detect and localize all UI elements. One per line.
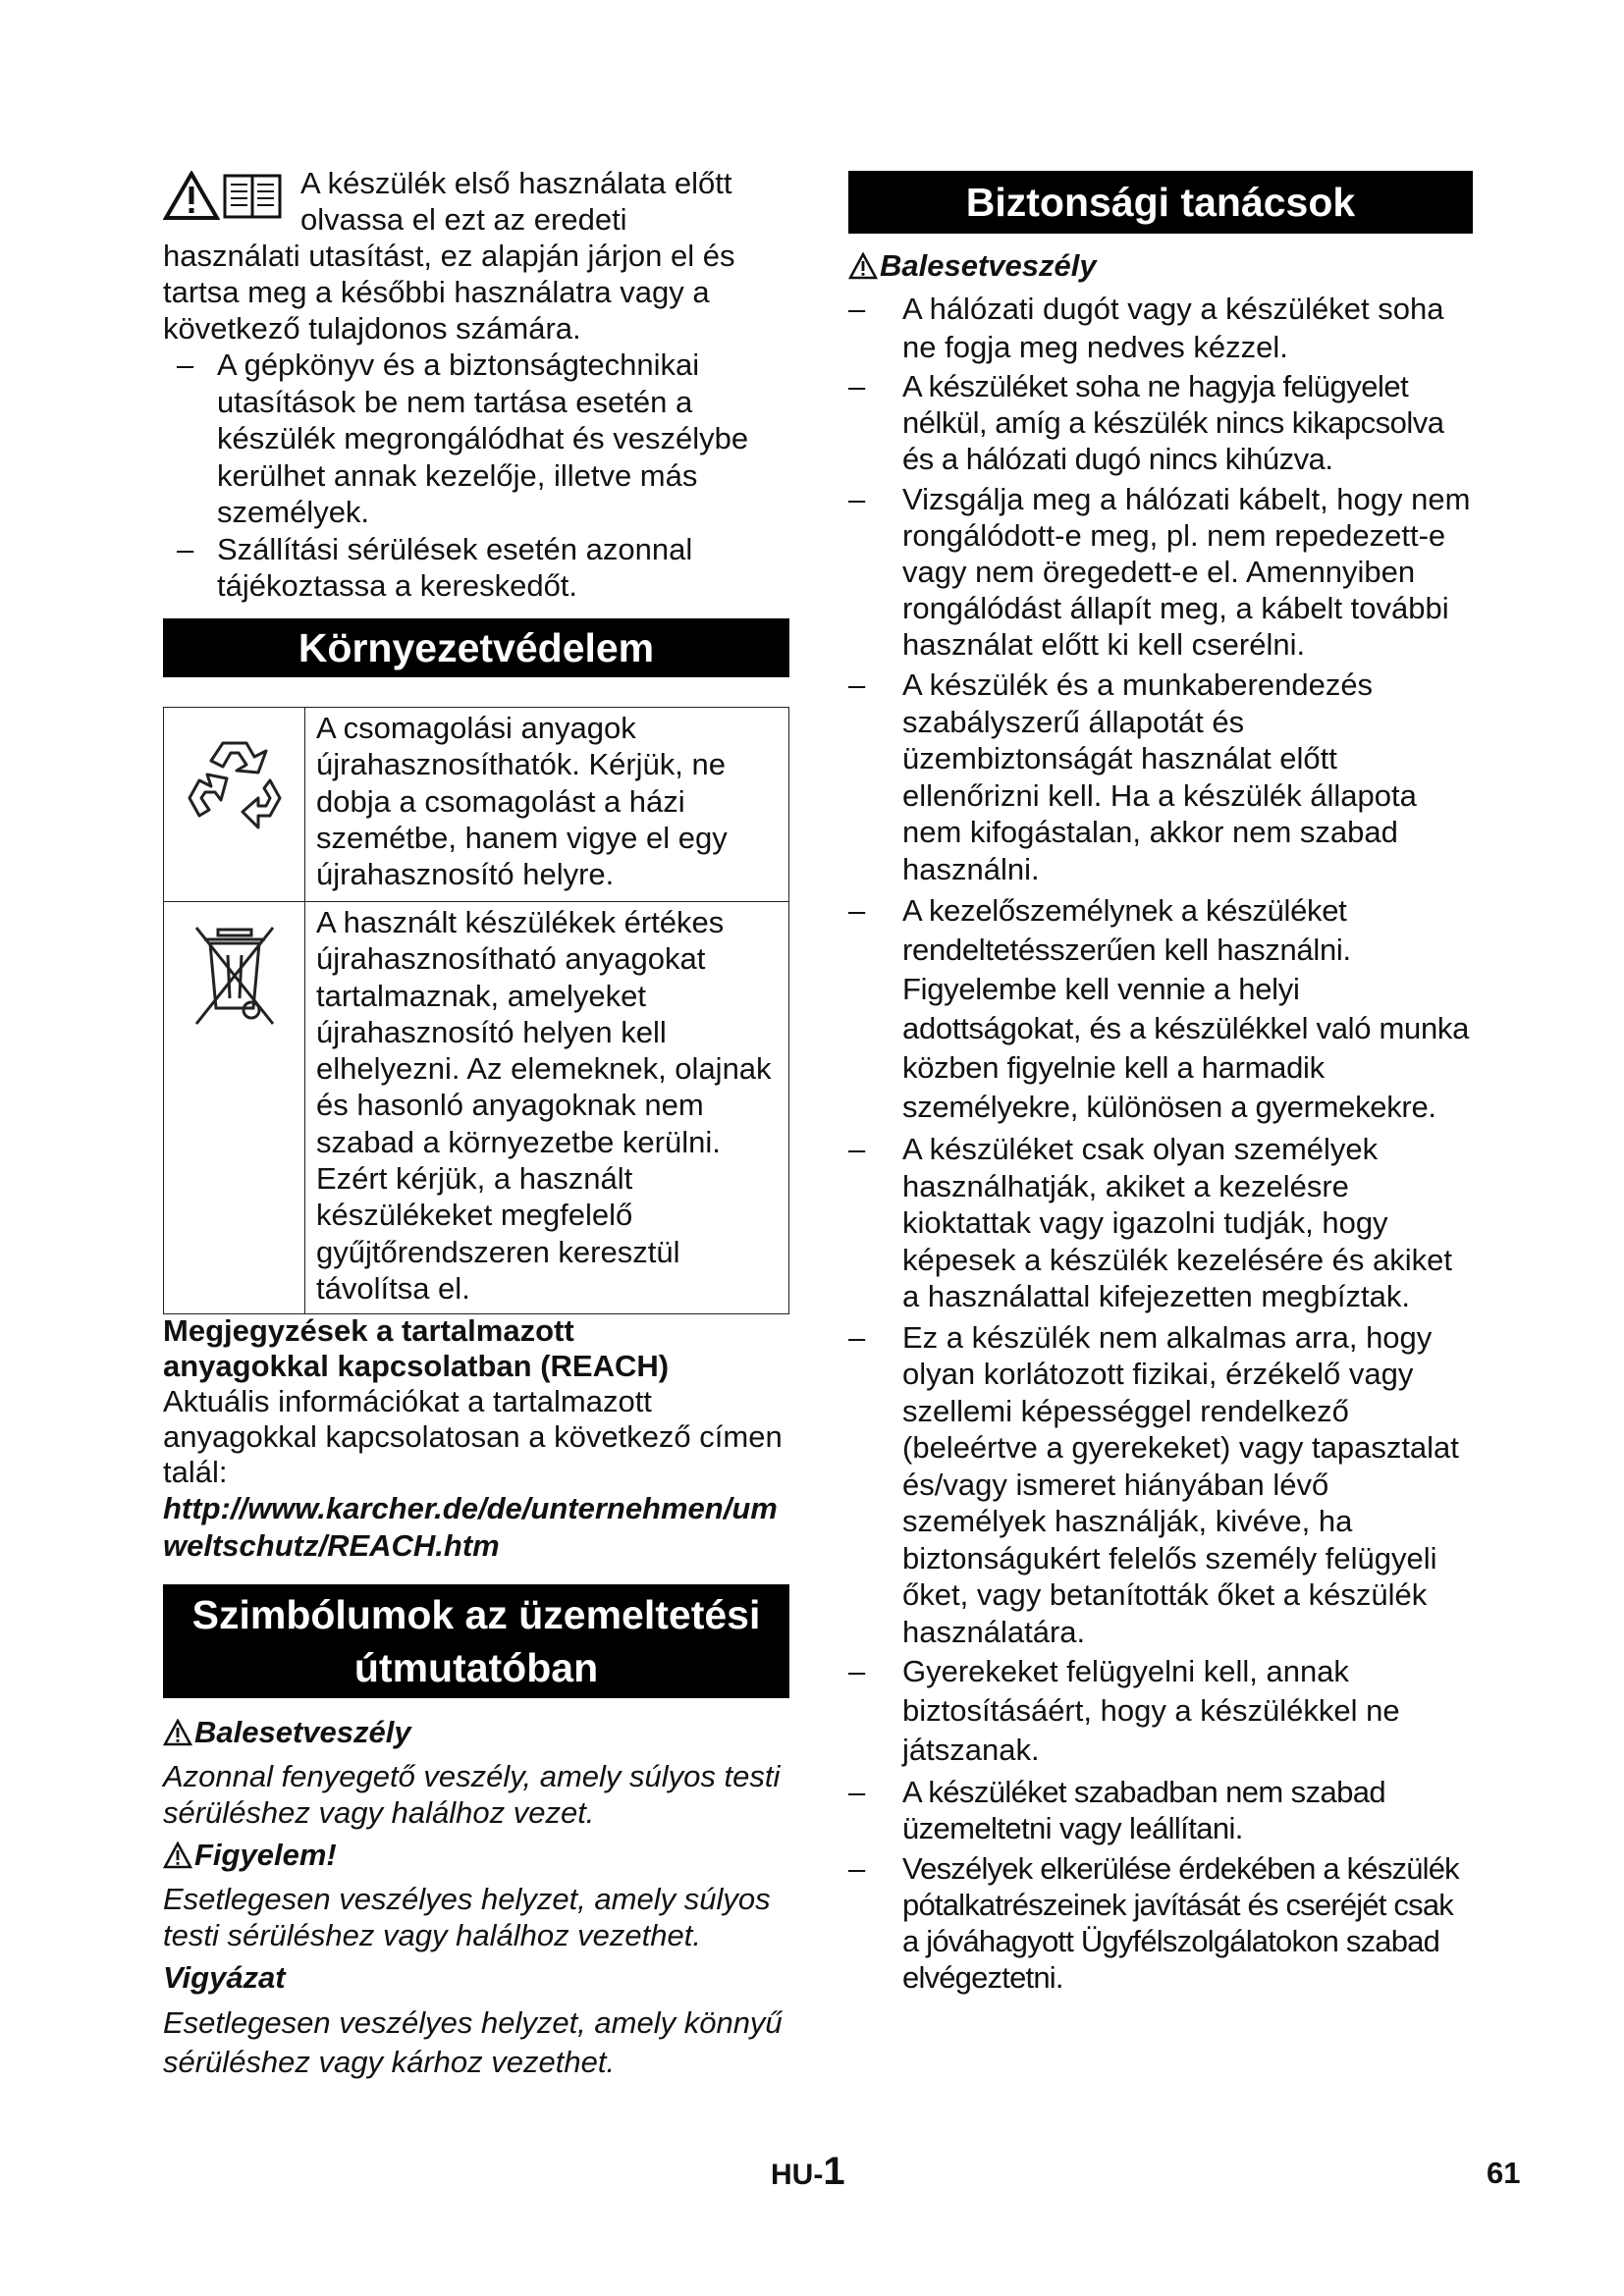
safety-bullet-text: Vizsgálja meg a hálózati kábelt, hogy nem rongálódott-e meg, pl. nem repedezett-e vagy nem öregedett-e el. Amennyiben rongálódást állapít meg, a kábelt további használat előtt ki kell cserélni. [902, 482, 1471, 662]
safety-bullet-text: A hálózati dugót vagy a készüléket soha ne fogja meg nedves kézzel. [902, 292, 1444, 364]
safety-bullet: – Gyerekeket felügyelni kell, annak biztosításáért, hogy a készülékkel ne játszanak. [848, 1654, 1400, 1767]
symbol-label-text: Vigyázat [163, 1960, 286, 1995]
intro-text: használati utasítást, ez alapján járjon el és tartsa meg a későbbi használatra vagy a következő tulajdonos számára. [163, 239, 735, 346]
env-heading: Környezetvédelem [163, 618, 789, 677]
crossed-bin-icon [190, 922, 279, 1030]
env-row-text: A csomagolási anyagok újrahasznosíthatók. Kérjük, ne dobja a csomagolást a házi szemétbe, hanem vigye el egy újrahasznosító helyre. [305, 708, 789, 902]
safety-bullet: – Ez a készülék nem alkalmas arra, hogy olyan korlátozott fizikai, érzékelő vagy szellemi képességgel rendelkező (beleértve a gyerekeket) vagy tapasztalat és/vagy ismeret hiányában lévő személyek használják, kivéve, ha biztonságukért felelős személy felügyeli őket, vagy betanították őket a készülék használatára. [848, 1319, 1459, 1649]
env-table [163, 707, 789, 1314]
intro-bullet: – A gépkönyv és a biztonságtechnikai utasítások be nem tartása esetén a készülék megrongálódhat és veszélybe kerülhet annak kezelője, illetve más személyek. [177, 347, 749, 529]
footer-section-label [771, 2150, 845, 2194]
safety-bullet-text: Ez a készülék nem alkalmas arra, hogy olyan korlátozott fizikai, érzékelő vagy szellemi képességgel rendelkező (beleértve a gyerekeket) vagy tapasztalat és/vagy ismeret hiányában lévő személyek használják, kivéve, ha biztonságukért felelős személy felügyeli őket, vagy betanították őket a készülék használatára. [902, 1319, 1459, 1649]
symbol-label [163, 1837, 789, 1873]
symbols-heading: Szimbólumok az üzemeltetési útmutatóban [163, 1584, 789, 1698]
warning-icon [163, 171, 220, 222]
recycle-icon [186, 731, 284, 829]
safety-bullet-text: A készüléket csak olyan személyek használhatják, akiket a kezelésre kioktattak vagy igazolni tudják, hogy képesek a készülék kezelésére és akiket a használattal kifejezetten megbíztak. [902, 1132, 1453, 1313]
symbol-text: Esetlegesen veszélyes helyzet, amely könnyű sérüléshez vagy kárhoz vezethet. [163, 2005, 783, 2079]
safety-bullet-text: Gyerekeket felügyelni kell, annak biztosításáért, hogy a készülékkel ne játszanak. [902, 1654, 1400, 1767]
safety-bullet-text: A készüléket szabadban nem szabad üzemeltetni vagy leállítani. [902, 1775, 1386, 1845]
safety-bullet: – A hálózati dugót vagy a készüléket soha ne fogja meg nedves kézzel. [848, 292, 1444, 364]
footer-section: 1 [823, 2150, 845, 2193]
safety-block [848, 247, 1473, 1996]
intro-bullet-text: Szállítási sérülések esetén azonnal tájékoztassa a kereskedőt. [217, 531, 693, 603]
warning-icon [163, 1842, 192, 1869]
env-icon-cell [164, 708, 305, 902]
symbol-label-text: Figyelem! [194, 1838, 337, 1872]
footer-lang: HU- [771, 2159, 824, 2191]
safety-bullet-text: Veszélyek elkerülése érdekében a készülék pótalkatrészeinek javítását és cseréjét csak a jóváhagyott Ügyfélszolgálatokon szabad elvégeztetni. [902, 1851, 1459, 1995]
symbol-text: Esetlegesen veszélyes helyzet, amely súlyos testi sérüléshez vagy halálhoz vezethet. [163, 1882, 771, 1952]
safety-bullet: – A készüléket soha ne hagyja felügyelet nélkül, amíg a készülék nincs kikapcsolva és a hálózati dugó nincs kihúzva. [848, 369, 1444, 476]
safety-bullet: – A készüléket szabadban nem szabad üzemeltetni vagy leállítani. [848, 1775, 1386, 1845]
symbols-block [163, 1714, 789, 2082]
intro-bullet-text: A gépkönyv és a biztonságtechnikai utasítások be nem tartása esetén a készülék megrongálódhat és veszélybe kerülhet annak kezelője, illetve más személyek. [217, 347, 749, 529]
safety-warn-text: Balesetveszély [880, 248, 1097, 283]
intro-bullet: – Szállítási sérülések esetén azonnal tájékoztassa a kereskedőt. [177, 531, 693, 603]
env-row [164, 708, 789, 902]
safety-bullet: – A készülék és a munkaberendezés szabályszerű állapotát és üzembiztonságát használat előtt ellenőrizni kell. Ha a készülék állapota nem kifogástalan, akkor nem szabad használni. [848, 667, 1417, 886]
reach-block [163, 1313, 789, 1565]
symbol-label [163, 1714, 789, 1750]
safety-heading: Biztonsági tanácsok [848, 171, 1473, 234]
reach-link[interactable]: http://www.karcher.de/de/unternehmen/umweltschutz/REACH.htm [163, 1491, 778, 1563]
safety-bullet: – Vizsgálja meg a hálózati kábelt, hogy nem rongálódott-e meg, pl. nem repedezett-e vagy nem öregedett-e el. Amennyiben rongálódást állapít meg, a kábelt további használat előtt ki kell cserélni. [848, 482, 1471, 662]
safety-bullet-text: A készüléket soha ne hagyja felügyelet nélkül, amíg a készülék nincs kikapcsolva és a hálózati dugó nincs kihúzva. [902, 369, 1444, 476]
safety-bullet: – A kezelőszemélynek a készüléket rendeltetésszerűen kell használni. Figyelembe kell vennie a helyi adottságokat, és a készülékkel való munka közben figyelnie kell a harmadik személyekre, különösen a gyermekekre. [848, 893, 1470, 1124]
reach-title: Megjegyzések a tartalmazott anyagokkal kapcsolatban (REACH) [163, 1313, 670, 1383]
symbol-label-text: Balesetveszély [194, 1715, 411, 1749]
safety-bullet: – Veszélyek elkerülése érdekében a készülék pótalkatrészeinek javítását és cseréjét csak a jóváhagyott Ügyfélszolgálatokon szabad elvégeztetni. [848, 1851, 1459, 1995]
intro-block [163, 165, 789, 605]
intro-line-b: olvassa el ezt az eredeti [300, 202, 627, 237]
symbol-label [163, 1959, 789, 1996]
env-icon-cell [164, 902, 305, 1314]
manual-book-icon [222, 171, 283, 222]
symbol-text: Azonnal fenyegető veszély, amely súlyos testi sérüléshez vagy halálhoz vezet. [163, 1759, 781, 1830]
safety-bullet-text: A kezelőszemélynek a készüléket rendeltetésszerűen kell használni. Figyelembe kell vennie a helyi adottságokat, és a készülékkel való munka közben figyelnie kell a harmadik személyekre, különösen a gyermekekre. [902, 893, 1470, 1124]
safety-warn-label [848, 247, 1473, 284]
env-row [164, 902, 789, 1314]
safety-bullet: – A készüléket csak olyan személyek használhatják, akiket a kezelésre kioktattak vagy igazolni tudják, hogy képesek a készülék kezelésére és akiket a használattal kifejezetten megbíztak. [848, 1132, 1453, 1313]
safety-bullet-text: A készülék és a munkaberendezés szabályszerű állapotát és üzembiztonságát használat előtt ellenőrizni kell. Ha a készülék állapota nem kifogástalan, akkor nem szabad használni. [902, 667, 1417, 886]
warning-icon [163, 1719, 192, 1746]
env-row-text: A használt készülékek értékes újrahasznosítható anyagokat tartalmaznak, amelyeket újrahasznosító helyen kell elhelyezni. Az elemeknek, olajnak és hasonló anyagoknak nem szabad a környezetbe kerülni. Ezért kérjük, a használt készülékeket megfelelő gyűjtőrendszeren keresztül távolítsa el. [305, 902, 789, 1314]
reach-text: Aktuális információkat a tartalmazott anyagokkal kapcsolatosan a következő címen talál: [163, 1384, 783, 1489]
page-number: 61 [1487, 2156, 1521, 2190]
warning-icon [848, 252, 878, 280]
intro-line-a: A készülék első használata előtt [300, 166, 732, 200]
